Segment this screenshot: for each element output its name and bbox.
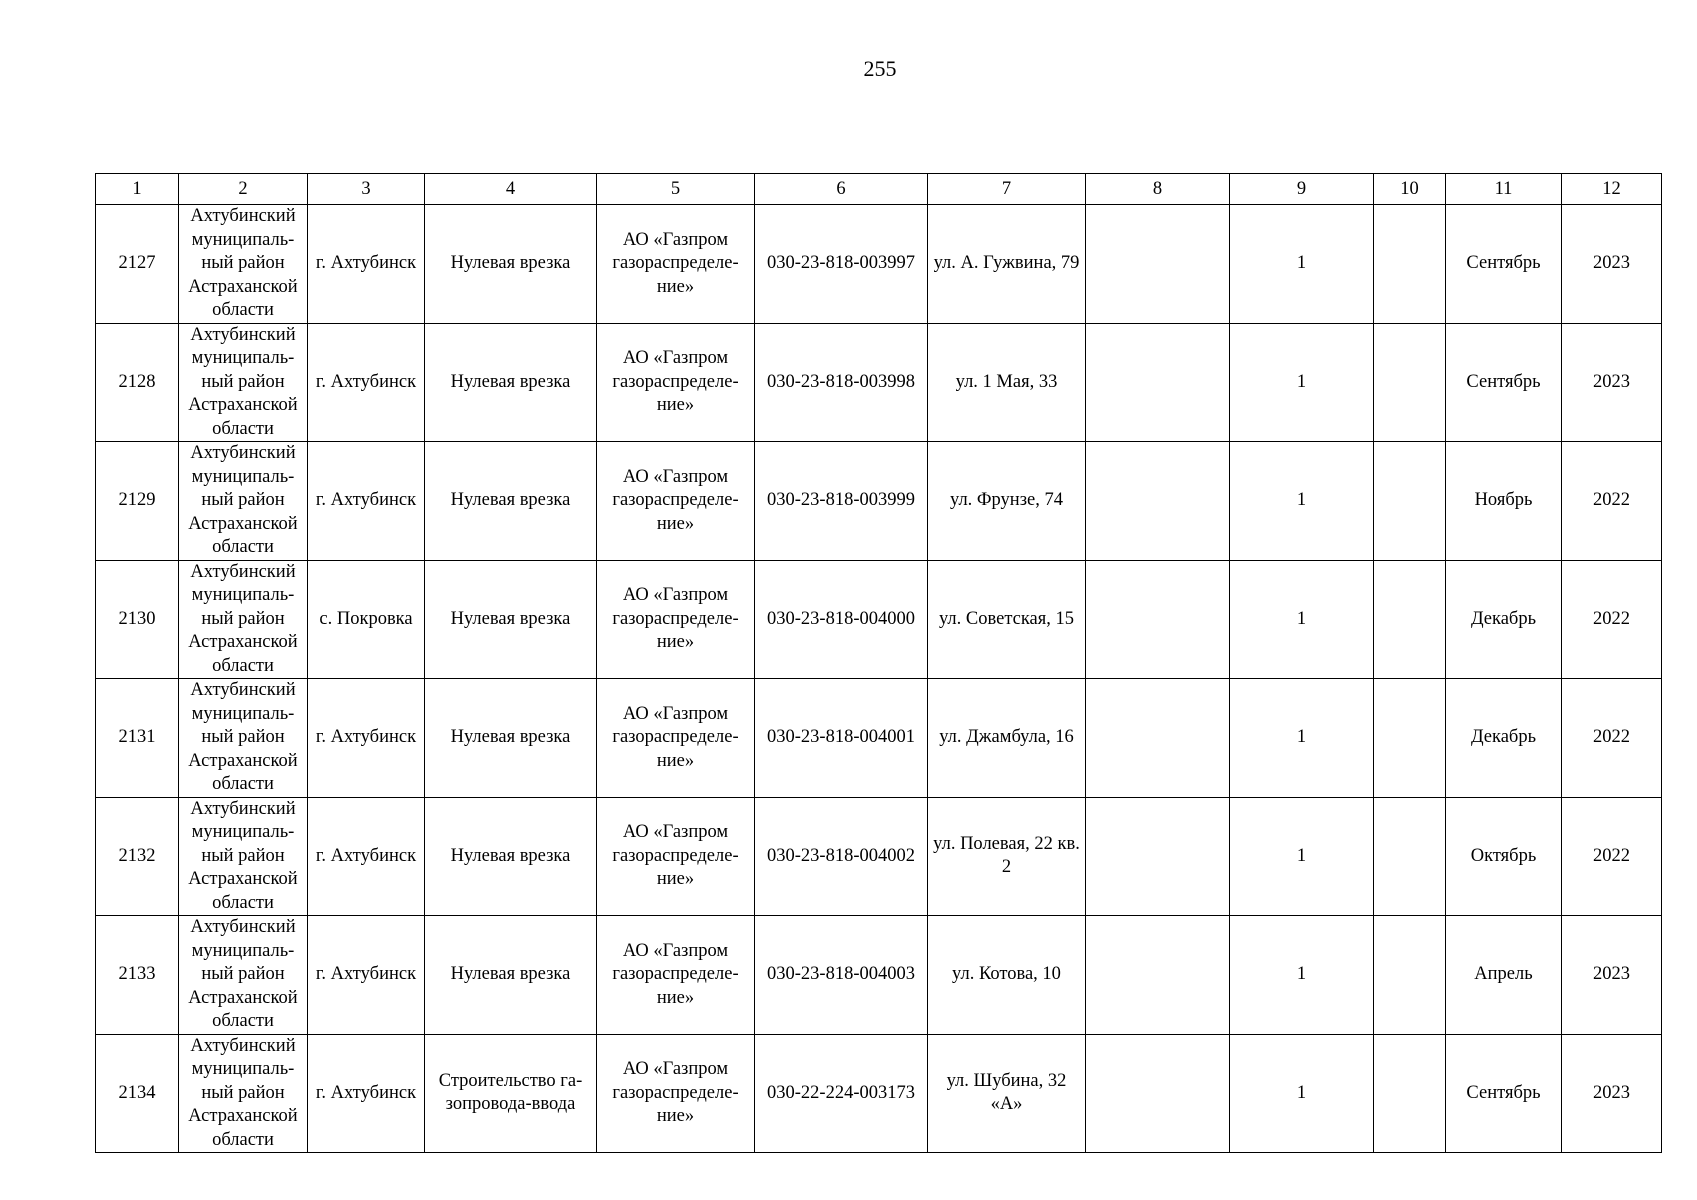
year: 2023 xyxy=(1562,1034,1662,1153)
column-10-value xyxy=(1374,679,1446,798)
column-header: 12 xyxy=(1562,174,1662,205)
year: 2022 xyxy=(1562,679,1662,798)
column-10-value xyxy=(1374,797,1446,916)
application-number: 030-23-818-003999 xyxy=(755,442,928,561)
table-row xyxy=(96,323,1662,442)
row-number: 2127 xyxy=(96,205,179,324)
month: Сентябрь xyxy=(1446,205,1562,324)
column-header: 1 xyxy=(96,174,179,205)
settlement: г. Ахтубинск xyxy=(308,679,425,798)
page-number: 255 xyxy=(863,56,897,81)
organization: АО «Газпром газораспределе-ние» xyxy=(597,442,755,561)
table-row xyxy=(96,560,1662,679)
month: Сентябрь xyxy=(1446,1034,1562,1153)
row-number: 2130 xyxy=(96,560,179,679)
column-header: 9 xyxy=(1230,174,1374,205)
column-header: 4 xyxy=(425,174,597,205)
year: 2022 xyxy=(1562,442,1662,561)
column-10-value xyxy=(1374,916,1446,1035)
organization: АО «Газпром газораспределе-ние» xyxy=(597,323,755,442)
application-number: 030-23-818-004000 xyxy=(755,560,928,679)
work-type: Нулевая врезка xyxy=(425,205,597,324)
table-row xyxy=(96,679,1662,798)
address: ул. Полевая, 22 кв. 2 xyxy=(928,797,1086,916)
address: ул. А. Гужвина, 79 xyxy=(928,205,1086,324)
column-10-value xyxy=(1374,560,1446,679)
row-number: 2131 xyxy=(96,679,179,798)
column-header: 11 xyxy=(1446,174,1562,205)
column-8-value xyxy=(1086,916,1230,1035)
year: 2023 xyxy=(1562,205,1662,324)
organization: АО «Газпром газораспределе-ние» xyxy=(597,1034,755,1153)
year: 2023 xyxy=(1562,916,1662,1035)
table-row xyxy=(96,797,1662,916)
quantity: 1 xyxy=(1230,205,1374,324)
work-type: Нулевая врезка xyxy=(425,797,597,916)
district: Ахтубинский муниципаль-ный район Астраханской области xyxy=(179,560,308,679)
column-8-value xyxy=(1086,442,1230,561)
address: ул. 1 Мая, 33 xyxy=(928,323,1086,442)
header-row xyxy=(96,174,1662,205)
district: Ахтубинский муниципаль-ный район Астраханской области xyxy=(179,797,308,916)
organization: АО «Газпром газораспределе-ние» xyxy=(597,560,755,679)
column-header: 2 xyxy=(179,174,308,205)
column-10-value xyxy=(1374,1034,1446,1153)
settlement: г. Ахтубинск xyxy=(308,797,425,916)
row-number: 2134 xyxy=(96,1034,179,1153)
district: Ахтубинский муниципаль-ный район Астраханской области xyxy=(179,205,308,324)
settlement: г. Ахтубинск xyxy=(308,205,425,324)
organization: АО «Газпром газораспределе-ние» xyxy=(597,797,755,916)
row-number: 2133 xyxy=(96,916,179,1035)
year: 2022 xyxy=(1562,560,1662,679)
table-row xyxy=(96,205,1662,324)
address: ул. Советская, 15 xyxy=(928,560,1086,679)
column-8-value xyxy=(1086,560,1230,679)
quantity: 1 xyxy=(1230,797,1374,916)
month: Октябрь xyxy=(1446,797,1562,916)
application-number: 030-23-818-003997 xyxy=(755,205,928,324)
work-type: Нулевая врезка xyxy=(425,679,597,798)
settlement: г. Ахтубинск xyxy=(308,916,425,1035)
quantity: 1 xyxy=(1230,1034,1374,1153)
settlement: г. Ахтубинск xyxy=(308,1034,425,1153)
address: ул. Джамбула, 16 xyxy=(928,679,1086,798)
work-type: Нулевая врезка xyxy=(425,560,597,679)
quantity: 1 xyxy=(1230,916,1374,1035)
row-number: 2128 xyxy=(96,323,179,442)
month: Декабрь xyxy=(1446,679,1562,798)
organization: АО «Газпром газораспределе-ние» xyxy=(597,916,755,1035)
column-8-value xyxy=(1086,679,1230,798)
month: Апрель xyxy=(1446,916,1562,1035)
column-10-value xyxy=(1374,205,1446,324)
work-type: Нулевая врезка xyxy=(425,916,597,1035)
column-header: 7 xyxy=(928,174,1086,205)
application-number: 030-23-818-004003 xyxy=(755,916,928,1035)
column-header: 8 xyxy=(1086,174,1230,205)
organization: АО «Газпром газораспределе-ние» xyxy=(597,205,755,324)
settlement: г. Ахтубинск xyxy=(308,442,425,561)
column-8-value xyxy=(1086,1034,1230,1153)
work-type: Нулевая врезка xyxy=(425,442,597,561)
row-number: 2132 xyxy=(96,797,179,916)
application-number: 030-22-224-003173 xyxy=(755,1034,928,1153)
register-table xyxy=(95,173,1662,1153)
row-number: 2129 xyxy=(96,442,179,561)
column-header: 5 xyxy=(597,174,755,205)
settlement: г. Ахтубинск xyxy=(308,323,425,442)
month: Ноябрь xyxy=(1446,442,1562,561)
application-number: 030-23-818-004001 xyxy=(755,679,928,798)
column-8-value xyxy=(1086,797,1230,916)
work-type: Строительство га-зопровода-ввода xyxy=(425,1034,597,1153)
settlement: с. Покровка xyxy=(308,560,425,679)
district: Ахтубинский муниципаль-ный район Астраханской области xyxy=(179,442,308,561)
table-row xyxy=(96,916,1662,1035)
district: Ахтубинский муниципаль-ный район Астраханской области xyxy=(179,1034,308,1153)
column-header: 10 xyxy=(1374,174,1446,205)
column-header: 6 xyxy=(755,174,928,205)
application-number: 030-23-818-004002 xyxy=(755,797,928,916)
column-10-value xyxy=(1374,442,1446,561)
column-8-value xyxy=(1086,323,1230,442)
quantity: 1 xyxy=(1230,442,1374,561)
month: Декабрь xyxy=(1446,560,1562,679)
column-10-value xyxy=(1374,323,1446,442)
district: Ахтубинский муниципаль-ный район Астраханской области xyxy=(179,323,308,442)
quantity: 1 xyxy=(1230,323,1374,442)
table-row xyxy=(96,442,1662,561)
quantity: 1 xyxy=(1230,679,1374,798)
district: Ахтубинский муниципаль-ный район Астраханской области xyxy=(179,679,308,798)
district: Ахтубинский муниципаль-ный район Астраханской области xyxy=(179,916,308,1035)
year: 2022 xyxy=(1562,797,1662,916)
quantity: 1 xyxy=(1230,560,1374,679)
column-8-value xyxy=(1086,205,1230,324)
address: ул. Фрунзе, 74 xyxy=(928,442,1086,561)
year: 2023 xyxy=(1562,323,1662,442)
application-number: 030-23-818-003998 xyxy=(755,323,928,442)
address: ул. Котова, 10 xyxy=(928,916,1086,1035)
column-header: 3 xyxy=(308,174,425,205)
work-type: Нулевая врезка xyxy=(425,323,597,442)
address: ул. Шубина, 32 «А» xyxy=(928,1034,1086,1153)
organization: АО «Газпром газораспределе-ние» xyxy=(597,679,755,798)
table-row xyxy=(96,1034,1662,1153)
month: Сентябрь xyxy=(1446,323,1562,442)
